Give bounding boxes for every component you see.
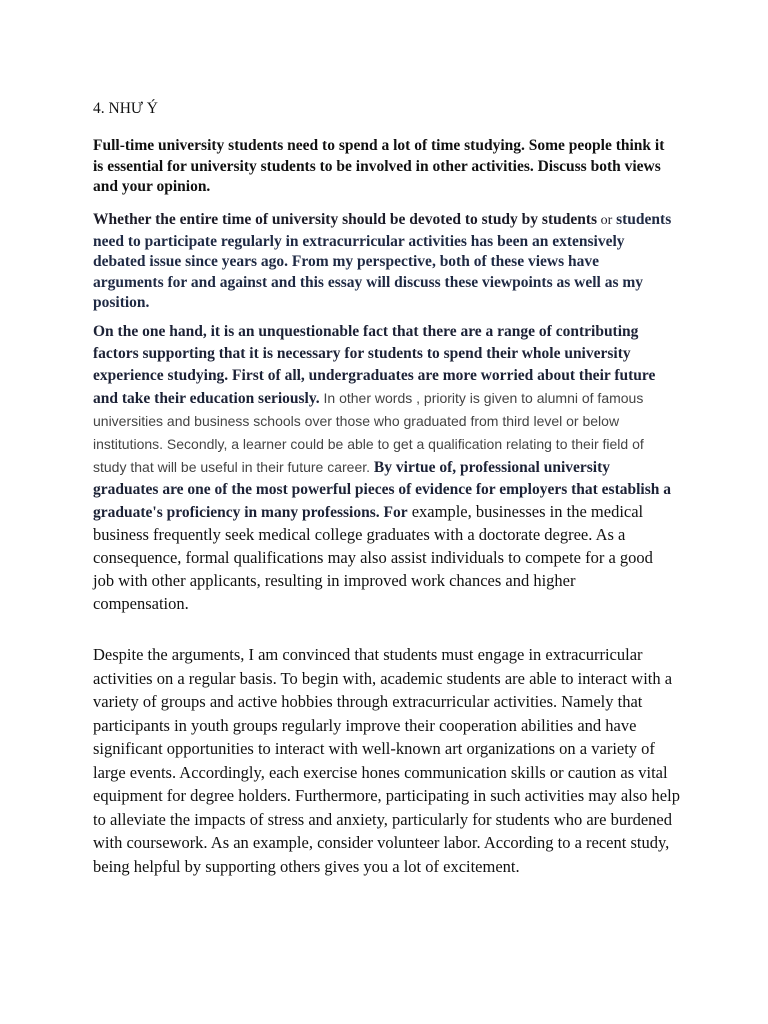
intro-text-1: Whether the entire time of university should be devoted to study by students — [93, 211, 598, 228]
intro-or: or — [597, 213, 613, 228]
intro-text-2: students need to participate regularly in extracurricular activities has been an extensively debated issue since years ago. From my perspective, both of these views have arguments for and against and this essay will discuss these viewpoints as well as my position. — [93, 211, 672, 311]
body-paragraph-2: Despite the arguments, I am convinced that students must engage in extracurricular activities on a regular basis. To begin with, academic students are able to interact with a variety of groups and active hobbies through extracurricular activities. Namely that participants in youth groups regularly improve their cooperation abilities and have significant opportunities to interact with well-known art organizations on a variety of large events. Accordingly, each exercise hones communication skills or caution as vital equipment for degree holders. Furthermore, participating in such activities may also help to alleviate the impacts of stress and anxiety, particularly for students who are burdened with coursework. As an example, consider volunteer labor. According to a recent study, being helpful by supporting others gives you a lot of excitement. — [93, 645, 680, 876]
body-paragraph-1 — [93, 321, 673, 616]
body1-sans-text: In other words , priority is given to alumni of famous universities and business schools over those who graduated from third level or below institutions. Secondly, a learner could be able to get a qualification relating to their field of study that will be useful in their future career. — [93, 390, 644, 475]
intro-paragraph — [93, 210, 673, 314]
essay-prompt: Full-time university students need to spend a lot of time studying. Some people think it is essential for university students to be involved in other activities. Discuss both views and your opinion. — [93, 137, 665, 195]
body1-bold-text: On the one hand, it is an unquestionable fact that there are a range of contributing factors supporting that it is necessary for students to spend their whole university experience studying. First of all, undergraduates are more worried about their future and take their education seriously. — [93, 323, 656, 407]
essay-heading: 4. NHƯ Ý — [93, 100, 158, 117]
body1-bold-text-2: By virtue of, professional university graduates are one of the most powerful pieces of evidence for employers that establish a graduate's proficiency in many professions. For — [93, 459, 672, 521]
body1-regular-text: example, businesses in the medical business frequently seek medical college graduates with a doctorate degree. As a consequence, formal qualifications may also assist individuals to compete for a good job with other applicants, resulting in improved work chances and higher compensation. — [93, 502, 653, 613]
